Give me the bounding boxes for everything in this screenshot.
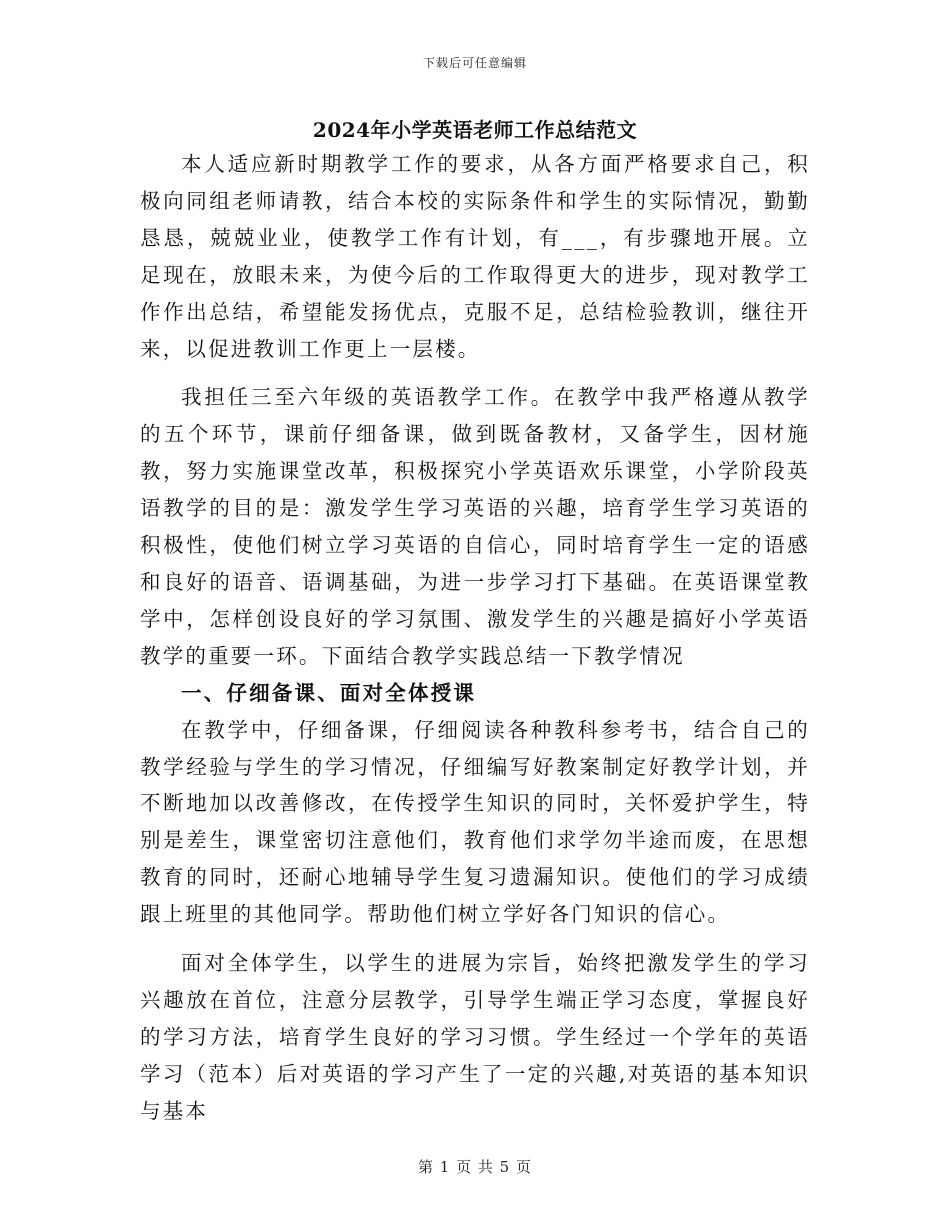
document-body — [140, 146, 810, 1130]
section-heading: 一、仔细备课、面对全体授课 — [181, 680, 477, 705]
page-number: 第 1 页 共 5 页 — [418, 1158, 532, 1176]
body-paragraph: 面对全体学生，以学生的进展为宗旨，始终把激发学生的学习兴趣放在首位，注意分层教学，引导学生端正学习态度，掌握良好的学习方法，培育学生良好的学习习惯。学生经过一个学年的英语学习（范本）后对英语的学习产生了一定的兴趣,对英语的基本知识与基本 — [140, 951, 810, 1123]
body-paragraph: 本人适应新时期教学工作的要求，从各方面严格要求自己，积极向同组老师请教，结合本校的实际条件和学生的实际情况，勤勤恳恳，兢兢业业，使教学工作有计划，有___，有步骤地开展。立足现在，放眼未来，为使今后的工作取得更大的进步，现对教学工作作出总结，希望能发扬优点，克服不足，总结检验教训，继往开来，以促进教训工作更上一层楼。 — [140, 152, 810, 361]
header-note: 下载后可任意编辑 — [422, 56, 527, 70]
body-paragraph: 我担任三至六年级的英语教学工作。在教学中我严格遵从教学的五个环节，课前仔细备课，做到既备教材，又备学生，因材施教，努力实施课堂改革，积极探究小学英语欢乐课堂，小学阶段英语教学的目的是：激发学生学习英语的兴趣，培育学生学习英语的积极性，使他们树立学习英语的自信心，同时培育学生一定的语感和良好的语音、语调基础，为进一步学习打下基础。在英语课堂教学中，怎样创设良好的学习氛围、激发学生的兴趣是搞好小学英语教学的重要一环。下面结合教学实践总结一下教学情况 — [140, 385, 810, 668]
body-paragraph: 在教学中，仔细备课，仔细阅读各种教科参考书，结合自己的教学经验与学生的学习情况，仔细编写好教案制定好教学计划，并不断地加以改善修改，在传授学生知识的同时，关怀爱护学生，特别是差生，课堂密切注意他们，教育他们求学勿半途而废，在思想教育的同时，还耐心地辅导学生复习遗漏知识。使他们的学习成绩跟上班里的其他同学。帮助他们树立学好各门知识的信心。 — [140, 717, 810, 927]
document-title: 2024年小学英语老师工作总结范文 — [312, 118, 638, 142]
